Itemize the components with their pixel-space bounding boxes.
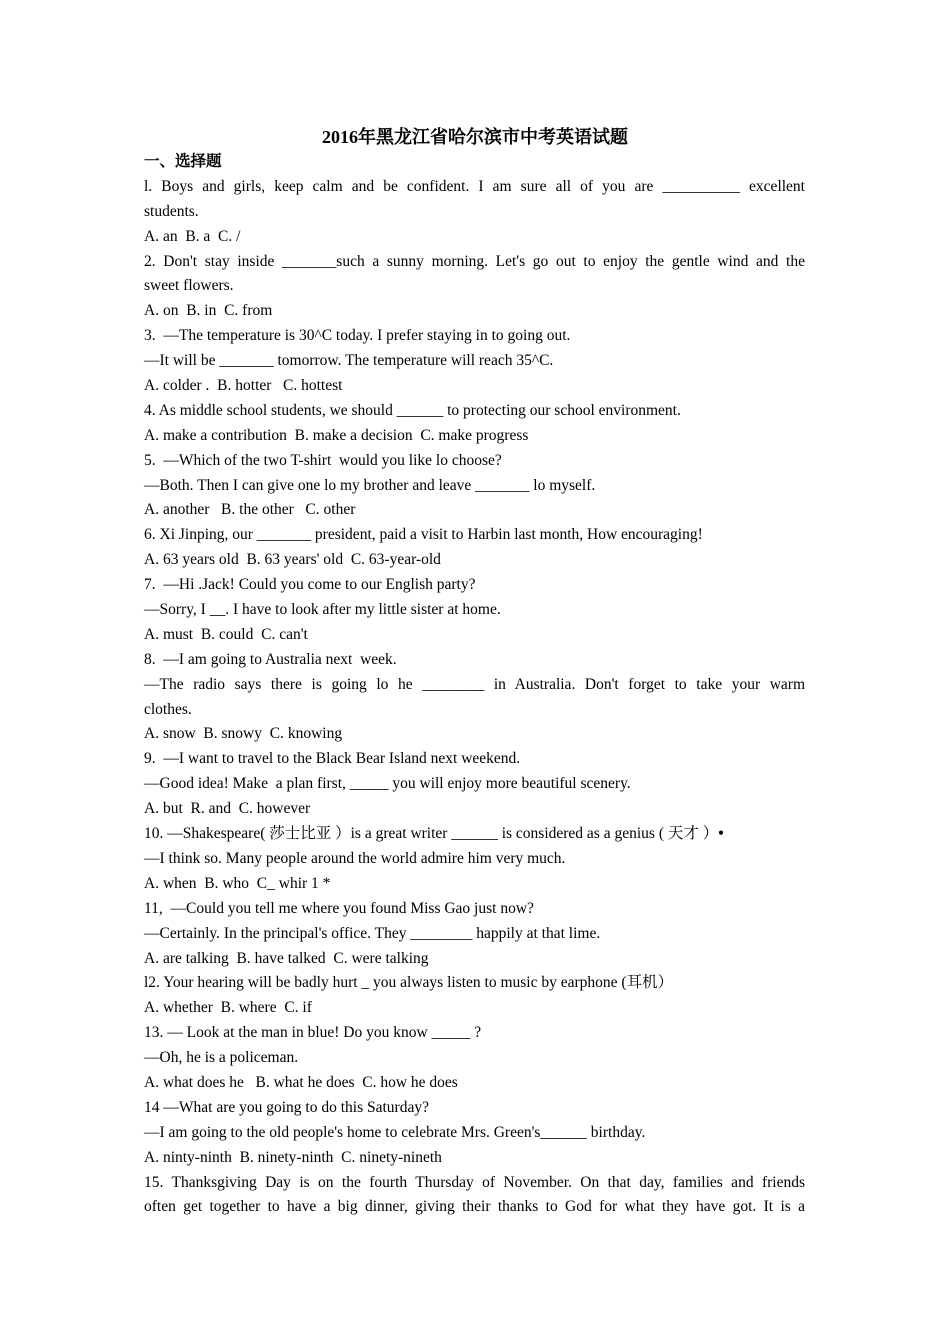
text-line <box>144 324 805 349</box>
line-text: A. what does he B. what he does C. how he does <box>144 1073 458 1091</box>
text-line <box>144 1021 805 1046</box>
line-text: —Good idea! Make a plan first, _____ you will enjoy more beautiful scenery. <box>144 775 631 793</box>
line-text: 5. —Which of the two T-shirt would you like lo choose? <box>144 451 502 469</box>
line-text: A. on B. in C. from <box>144 302 273 320</box>
text-line <box>144 474 805 499</box>
line-text: 3. —The temperature is 30^C today. I prefer staying in to going out. <box>144 327 571 345</box>
text-line <box>144 374 805 399</box>
text-line <box>144 1195 805 1220</box>
text-line <box>144 399 805 424</box>
line-text: —I am going to the old people's home to celebrate Mrs. Green's______ birthday. <box>144 1123 646 1141</box>
text-line <box>144 747 805 772</box>
line-text: —Oh, he is a policeman. <box>144 1049 299 1067</box>
line-text: A. must B. could C. can't <box>144 625 308 643</box>
text-line <box>144 797 805 822</box>
text-line <box>144 299 805 324</box>
line-text: A. snow B. snowy C. knowing <box>144 725 343 743</box>
text-line <box>144 922 805 947</box>
line-text: 4. As middle school students, we should ______ to protecting our school environment. <box>144 401 681 419</box>
line-text: 8. —I am going to Australia next week. <box>144 650 397 668</box>
section-heading: 一、选择题 <box>144 153 222 170</box>
text-line <box>144 225 805 250</box>
text-line <box>144 548 805 573</box>
text-line <box>144 673 805 698</box>
text-line <box>144 722 805 747</box>
line-text: —It will be _______ tomorrow. The temperature will reach 35^C. <box>144 352 554 370</box>
text-line <box>144 274 805 299</box>
text-line <box>144 1146 805 1171</box>
line-text: —Certainly. In the principal's office. They ________ happily at that lime. <box>144 924 601 942</box>
line-text: A. make a contribution B. make a decision C. make progress <box>144 426 529 444</box>
text-line <box>144 598 805 623</box>
text-line <box>144 822 805 847</box>
line-text: 14 —What are you going to do this Saturday? <box>144 1098 429 1116</box>
line-text: often get together to have a big dinner, giving their thanks to God for what they have got. It is a <box>144 1198 805 1216</box>
text-line <box>144 996 805 1021</box>
line-text: 9. —I want to travel to the Black Bear Island next weekend. <box>144 750 521 768</box>
text-line <box>144 897 805 922</box>
line-text: —The radio says there is going lo he ________ in Australia. Don't forget to take your warm <box>144 675 805 693</box>
line-text: clothes. <box>144 700 192 718</box>
document-title: 2016年黑龙江省哈尔滨市中考英语试题 <box>322 127 628 147</box>
line-text: A. ninty-ninth B. ninety-ninth C. ninety-nineth <box>144 1148 442 1166</box>
text-line <box>144 349 805 374</box>
line-text: l2. Your hearing will be badly hurt _ you always listen to music by earphone (耳机） <box>144 974 674 992</box>
text-line <box>144 498 805 523</box>
line-text: A. an B. a C. / <box>144 227 241 245</box>
text-line <box>144 250 805 275</box>
bullet-mark: • <box>718 825 724 843</box>
text-line <box>144 698 805 723</box>
line-text: A. but R. and C. however <box>144 800 311 818</box>
text-line <box>144 175 805 200</box>
line-text: A. another B. the other C. other <box>144 501 356 519</box>
line-text: A. 63 years old B. 63 years' old C. 63-year-old <box>144 551 441 569</box>
line-text: 11, —Could you tell me where you found Miss Gao just now? <box>144 899 534 917</box>
line-text: A. colder . B. hotter C. hottest <box>144 377 343 395</box>
line-text: A. when B. who C_ whir 1 * <box>144 874 331 892</box>
text-line <box>144 200 805 225</box>
line-text: students. <box>144 202 199 220</box>
line-text: 15. Thanksgiving Day is on the fourth Thursday of November. On that day, families and friends <box>144 1173 805 1191</box>
line-text: 2. Don't stay inside _______such a sunny morning. Let's go out to enjoy the gentle wind and the <box>144 252 805 270</box>
text-line <box>144 971 805 996</box>
line-text: sweet flowers. <box>144 277 234 295</box>
text-line <box>144 947 805 972</box>
question-list <box>144 150 805 1220</box>
line-text: l. Boys and girls, keep calm and be confident. I am sure all of you are __________ excellent <box>144 177 805 195</box>
line-text: 13. — Look at the man in blue! Do you know _____ ? <box>144 1024 482 1042</box>
text-line <box>144 1096 805 1121</box>
text-line <box>144 1046 805 1071</box>
text-line <box>144 623 805 648</box>
text-line <box>144 872 805 897</box>
text-line <box>144 847 805 872</box>
line-text: A. are talking B. have talked C. were talking <box>144 949 429 967</box>
line-text: —I think so. Many people around the world admire him very much. <box>144 849 566 867</box>
line-text: —Both. Then I can give one lo my brother and leave _______ lo myself. <box>144 476 596 494</box>
text-line <box>144 573 805 598</box>
text-line <box>144 772 805 797</box>
text-line <box>144 449 805 474</box>
line-text: 6. Xi Jinping, our _______ president, paid a visit to Harbin last month, How encouraging! <box>144 526 703 544</box>
line-text: —Sorry, I __. I have to look after my little sister at home. <box>144 601 501 619</box>
text-line <box>144 1171 805 1196</box>
line-text: 10. —Shakespeare( 莎士比亚 ）is a great writer ______ is considered as a genius ( 天才 ） <box>144 825 719 843</box>
text-line <box>144 648 805 673</box>
text-line <box>144 523 805 548</box>
text-line <box>144 424 805 449</box>
line-text: A. whether B. where C. if <box>144 999 312 1017</box>
text-line <box>144 1071 805 1096</box>
line-text: 7. —Hi .Jack! Could you come to our English party? <box>144 576 476 594</box>
text-line <box>144 1121 805 1146</box>
